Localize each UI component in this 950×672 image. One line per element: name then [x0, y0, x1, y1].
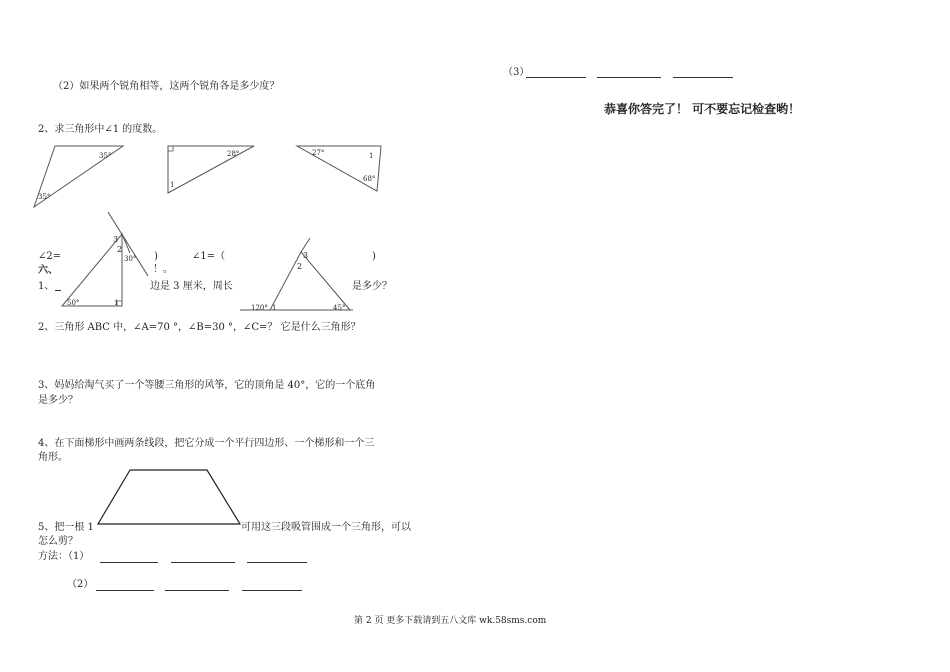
t4-mid-angle: 2: [117, 245, 123, 254]
t4-right-angle: 30°: [124, 255, 137, 263]
t5-left-angle: 120°: [251, 304, 268, 312]
method-2-blank-b[interactable]: [165, 590, 229, 591]
answer-angle-1: ∠1=（: [192, 251, 226, 262]
answer-paren-1: ): [154, 251, 158, 262]
t2-bottom-angle: 1: [170, 181, 175, 189]
question-part-2: （2）如果两个锐角相等，这两个锐角各是多少度？: [53, 81, 280, 92]
section6-q5-line1-start: 5、把一根 1: [38, 522, 94, 533]
answer-angle-2: ∠2=: [38, 251, 62, 262]
t4-bottom-right-angle: 1: [114, 299, 119, 307]
t4-top-angle: 3: [113, 235, 119, 244]
answer-paren-2: ): [372, 251, 376, 262]
method-1-blank-c[interactable]: [247, 562, 307, 563]
section6-q3-line2: 是多少？: [38, 395, 78, 406]
t5-mid-angle: 2: [297, 262, 303, 271]
method-2-label: （2）: [67, 579, 94, 590]
t5-left-inner-angle: 1: [272, 304, 277, 312]
part-3-blank-b[interactable]: [597, 77, 661, 78]
text-fragment: ！。: [153, 264, 173, 275]
section6-q1-middle: 边是 3 厘米，周长: [150, 281, 233, 292]
t3-top-angle: 27°: [312, 149, 325, 157]
t5-right-angle: 45°: [333, 304, 346, 312]
part-3-blank-c[interactable]: [673, 77, 733, 78]
section6-q5-line2: 怎么剪？: [38, 536, 78, 547]
page-footer: 第 2 页 更多下载请到五八文库 wk.58sms.com: [354, 616, 547, 626]
t1-top-angle: 35°: [99, 152, 112, 160]
t2-top-angle: 28°: [227, 150, 240, 158]
part-3-label: （3）: [503, 67, 530, 78]
section6-q1-blank[interactable]: [55, 290, 61, 291]
method-1-label: 方法：（1）: [38, 551, 90, 562]
question-2-title: 2、求三角形中∠1 的度数。: [38, 124, 163, 135]
t1-bottom-angle: 35°: [38, 193, 51, 201]
t5-top-angle: 3: [303, 251, 309, 260]
trapezoid: [98, 470, 240, 524]
section6-q1-number: 1、: [38, 281, 55, 292]
congratulations-message: 恭喜你答完了！ 可不要忘记检查哟！: [604, 102, 801, 116]
section6-q1-end: 是多少？: [352, 281, 392, 292]
method-1-blank-a[interactable]: [100, 562, 158, 563]
section6-q4-line1: 4、在下面梯形中画两条线段，把它分成一个平行四边形、一个梯形和一个三: [38, 438, 375, 449]
method-2-blank-a[interactable]: [96, 590, 154, 591]
part-3-blank-a[interactable]: [526, 77, 586, 78]
t3-right-angle: 68°: [363, 175, 376, 183]
method-2-blank-c[interactable]: [242, 590, 302, 591]
triangle-2: [168, 146, 254, 193]
section6-q2: 2、三角形 ABC 中，∠A=70 °，∠B=30 °，∠C=？ 它是什么三角形？: [38, 322, 361, 333]
section-6-heading: 六、: [38, 265, 58, 276]
section6-q5-line1-end: 可用这三段吸管围成一个三角形，可以: [241, 522, 411, 533]
t3-right-top-angle: 1: [369, 152, 374, 160]
section6-q3-line1: 3、妈妈给淘气买了一个等腰三角形的风筝，它的顶角是 40°，它的一个底角: [38, 380, 376, 391]
t4-bottom-left-angle: 50°: [67, 299, 80, 307]
method-1-blank-b[interactable]: [171, 562, 235, 563]
section6-q4-line2: 角形。: [38, 452, 68, 463]
